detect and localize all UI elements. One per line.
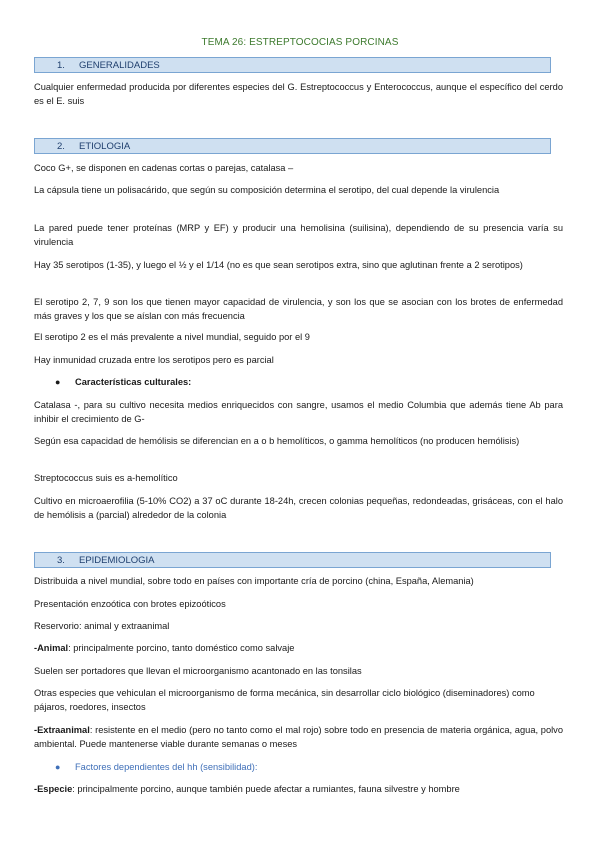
term-label: -Especie	[34, 784, 73, 794]
paragraph: Hay 35 serotipos (1-35), y luego el ½ y el 1/14 (no es que sean serotipos extra, sino que aglutinan frente a 2 serotipos)	[34, 260, 523, 270]
paragraph-animal	[34, 642, 563, 656]
section-title: ETIOLOGIA	[79, 141, 131, 152]
paragraph: Presentación enzoótica con brotes epizoóticos	[34, 599, 226, 609]
paragraph: El serotipo 2 es el más prevalente a nivel mundial, seguido por el 9	[34, 332, 310, 342]
term-text: : principalmente porcino, aunque también puede afectar a rumiantes, fauna silvestre y hombre	[72, 784, 460, 794]
section-heading-generalidades	[34, 57, 551, 73]
section-heading-epidemiologia	[34, 552, 551, 568]
section-number: 2.	[57, 141, 65, 152]
paragraph: Reservorio: animal y extraanimal	[34, 621, 170, 631]
paragraph: Distribuida a nivel mundial, sobre todo en países con importante cría de porcino (china, España, Alemania)	[34, 576, 474, 586]
paragraph: La cápsula tiene un polisacárido, que según su composición determina el serotipo, del cual depende la virulencia	[34, 185, 500, 195]
paragraph: Coco G+, se disponen en cadenas cortas o parejas, catalasa –	[34, 163, 294, 173]
paragraph: Hay inmunidad cruzada entre los serotipos pero es parcial	[34, 355, 274, 365]
section-title: GENERALIDADES	[79, 60, 160, 71]
document-title: TEMA 26: ESTREPTOCOCIAS PORCINAS	[201, 37, 399, 48]
term-label: -Extraanimal	[34, 725, 90, 735]
paragraph-extraanimal	[34, 724, 563, 751]
bullet-label: Factores dependientes del hh (sensibilidad):	[75, 762, 258, 772]
paragraph: El serotipo 2, 7, 9 son los que tienen mayor capacidad de virulencia, y son los que se asocian con los brotes de enfermedad más graves y los que se aíslan con más frecuencia	[34, 297, 563, 321]
paragraph: Según esa capacidad de hemólisis se diferencian en a o b hemolíticos, o gamma hemolíticos (no producen hemólisis)	[34, 436, 520, 446]
section-title: EPIDEMIOLOGIA	[79, 555, 155, 566]
term-label: -Animal	[34, 643, 69, 653]
section-number: 3.	[57, 555, 65, 566]
paragraph: La pared puede tener proteínas (MRP y EF) y producir una hemolisina (suilisina), dependiendo de su presencia varía su virulencia	[34, 223, 563, 247]
section-heading-etiologia	[34, 138, 551, 154]
paragraph: Cualquier enfermedad producida por diferentes especies del G. Estreptococcus y Enterococcus, aunque el específico del cerdo es el E. suis	[34, 82, 563, 106]
bullet-dot-icon: ●	[55, 762, 61, 772]
bullet-label: Características culturales:	[75, 377, 192, 387]
term-text: : principalmente porcino, tanto doméstico como salvaje	[68, 643, 295, 653]
bullet-dot-icon: ●	[55, 377, 61, 387]
paragraph: Catalasa -, para su cultivo necesita medios enriquecidos con sangre, usamos el medio Columbia que además tiene Ab para inhibir el crecimiento de G-	[34, 400, 563, 424]
paragraph: Otras especies que vehiculan el microorganismo de forma mecánica, sin desarrollar ciclo biológico (diseminadores) como pájaros, roedores, insectos	[34, 688, 535, 712]
section-number: 1.	[57, 60, 65, 71]
term-text: : resistente en el medio (pero no tanto como el mal rojo) sobre todo en presencia de materia orgánica, agua, polvo ambiental. Puede mantenerse viable durante semanas o meses	[34, 725, 563, 749]
paragraph: Cultivo en microaerofilia (5-10% CO2) a 37 oC durante 18-24h, crecen colonias pequeñas, redondeadas, grisáceas, con el halo de hemólisis a (parcial) alrededor de la colonia	[34, 496, 563, 520]
paragraph: Suelen ser portadores que llevan el microorganismo acantonado en las tonsilas	[34, 666, 362, 676]
paragraph: Streptococcus suis es a-hemolítico	[34, 473, 178, 483]
paragraph-especie	[34, 783, 563, 797]
